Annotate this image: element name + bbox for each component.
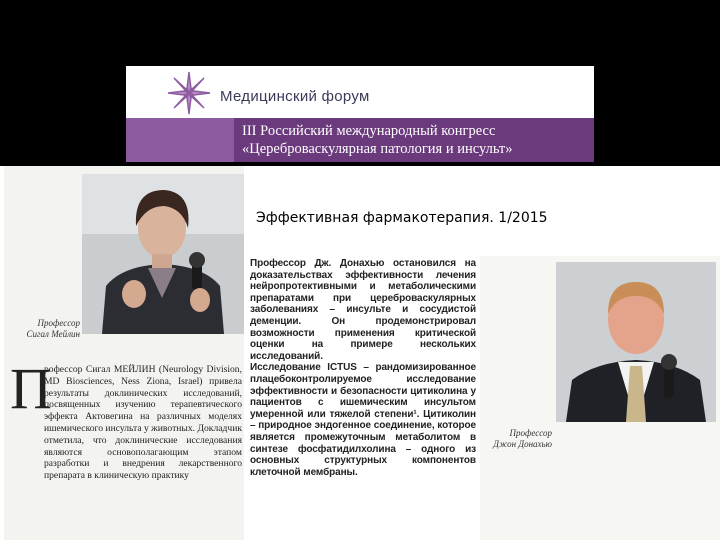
- donahue-caption-name: Джон Донахью: [493, 439, 552, 449]
- meilin-photo-caption: [10, 318, 80, 340]
- left-article-paragraph: рофессор Сигал МЕЙЛИН (Neurology Division, MD Biosciences, Ness Ziona, Israel) привела результаты доклинических исследований, посвященных изучению терапевтического эффекта Актовегина на различных моделях ишемического инсульта у животных. Докладчик отметила, что доклинические исследования являются основополагающим этапом разработки и внедрения лекарственного препарата в клиническую практику: [44, 364, 242, 482]
- congress-title: [242, 122, 513, 158]
- professor-donahue-photo: [556, 262, 716, 422]
- middle-article-text: [250, 258, 476, 478]
- donahue-caption-title: Профессор: [509, 428, 552, 438]
- drop-cap: П: [10, 356, 52, 421]
- professor-meilin-photo: [82, 174, 244, 334]
- conference-banner: [126, 66, 594, 162]
- left-article-column: [4, 166, 244, 540]
- forum-logo-row: [126, 66, 594, 118]
- congress-strip: [126, 118, 594, 162]
- forum-star-logo-icon: [166, 70, 212, 116]
- meilin-caption-name: Сигал Мейлин: [26, 329, 80, 339]
- congress-title-line-2: «Цереброваскулярная патология и инсульт»: [242, 141, 513, 157]
- middle-article-column: [246, 256, 478, 540]
- donahue-photo-caption: [482, 428, 552, 450]
- journal-title: Эффективная фармакотерапия. 1/2015: [256, 210, 548, 226]
- middle-paragraph-1: Профессор Дж. Донахью остановился на доказательствах эффективности лечения нейропротективными и метаболическими препаратами при цереброваскулярных заболеваниях – инсульте и сосудистой деменции. Он продемонстрировал возможности применения критической оценки на примере нескольких исследований.: [250, 258, 476, 362]
- right-photo-column: [480, 256, 720, 540]
- congress-title-line-1: III Российский международный конгресс: [242, 123, 496, 139]
- meilin-caption-title: Профессор: [37, 318, 80, 328]
- middle-paragraph-2: Исследование ICTUS – рандомизированное плацебоконтролируемое исследование эффективности и безопасности цитиколина у пациентов с ишемическим инсультом умеренной или тяжелой степени¹. Цитиколин – природное эндогенное соединение, которое является промежуточным метаболитом в синтезе фосфатидилхолина – одного из основных структурных компонентов клеточной мембраны.: [250, 362, 476, 478]
- left-article-text: [10, 356, 242, 482]
- journal-page: [0, 166, 720, 540]
- forum-name: Медицинский форум: [220, 88, 370, 105]
- strip-accent-block: [126, 118, 234, 162]
